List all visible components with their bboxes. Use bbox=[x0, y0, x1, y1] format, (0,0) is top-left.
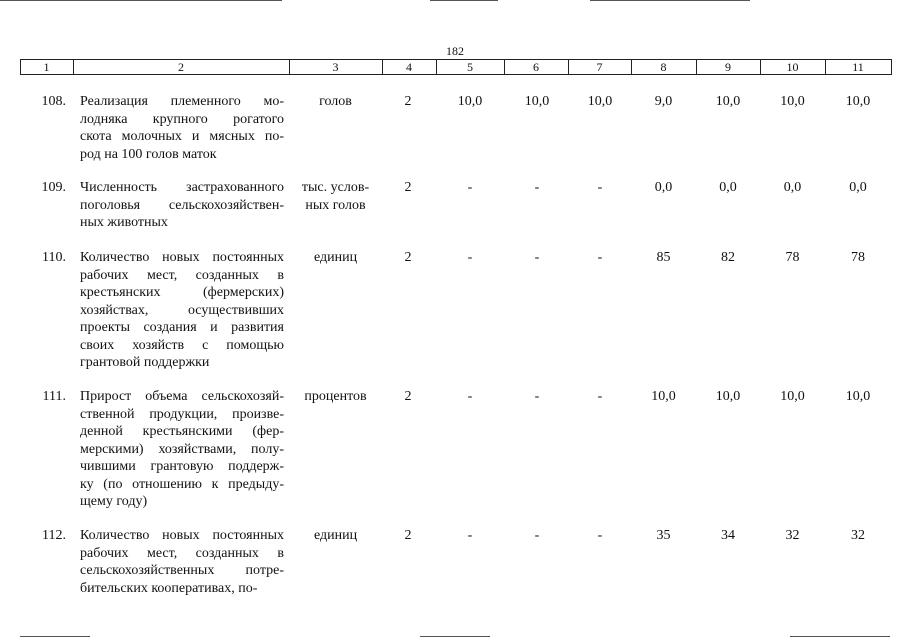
value-col-9: 82 bbox=[721, 250, 735, 265]
unit bbox=[291, 527, 380, 545]
indicator-name-line: своих хозяйств с помощью bbox=[80, 337, 284, 353]
indicator-name-line: ных животных bbox=[80, 215, 168, 230]
column-header-8: 8 bbox=[660, 60, 667, 74]
value-col-7: - bbox=[597, 180, 603, 195]
value-col-6: - bbox=[534, 180, 540, 195]
unit-line: единиц bbox=[313, 528, 358, 543]
column-header-9: 9 bbox=[725, 60, 731, 74]
indicator-name-line: Реализация племенного мо- bbox=[80, 94, 284, 109]
bottom-edge-line bbox=[20, 636, 90, 637]
unit bbox=[291, 388, 380, 406]
value-col-9: 34 bbox=[721, 528, 735, 543]
value-col-10: 10,0 bbox=[780, 94, 805, 109]
column-header-3: 3 bbox=[332, 60, 339, 74]
header-bottom-rule bbox=[20, 74, 892, 75]
row-number: 108. bbox=[41, 94, 66, 109]
indicator-name-line: Количество новых постоянных bbox=[80, 528, 284, 543]
value-col-6: - bbox=[534, 389, 540, 404]
row-number: 112. bbox=[42, 528, 66, 543]
indicator-name-line: лодняка крупного рогатого bbox=[80, 111, 284, 127]
indicator-name-line: мерскими) хозяйствами, полу- bbox=[80, 441, 284, 457]
indicator-name-line: ственной продукции, произве- bbox=[80, 406, 284, 422]
page-number: 182 bbox=[446, 44, 464, 58]
value-col-8: 10,0 bbox=[651, 389, 676, 404]
indicator-name-line: крестьянских (фермерских) bbox=[80, 285, 284, 300]
column-header-5: 5 bbox=[467, 60, 473, 74]
value-col-4: 2 bbox=[404, 389, 412, 404]
indicator-name bbox=[80, 179, 284, 232]
unit bbox=[291, 93, 380, 111]
indicator-name-line: поголовья сельскохозяйствен- bbox=[80, 197, 284, 213]
indicator-name-line: рабочих мест, созданных в bbox=[80, 545, 284, 561]
bottom-edge-line bbox=[790, 636, 890, 637]
column-header-11: 11 bbox=[852, 60, 864, 74]
indicator-name bbox=[80, 527, 284, 597]
unit-line: единиц bbox=[313, 250, 358, 265]
unit-line: тыс. услов- bbox=[301, 180, 370, 195]
value-col-9: 10,0 bbox=[715, 94, 741, 109]
unit-line: голов bbox=[319, 94, 352, 109]
value-col-7: 10,0 bbox=[587, 94, 613, 109]
value-col-7: - bbox=[597, 250, 603, 265]
row-number: 110. bbox=[42, 250, 66, 265]
indicator-name bbox=[80, 388, 284, 511]
value-col-4: 2 bbox=[404, 94, 412, 109]
header-top-rule bbox=[20, 59, 892, 60]
column-header-6: 6 bbox=[533, 60, 539, 74]
value-col-6: - bbox=[534, 250, 540, 265]
value-col-8: 9,0 bbox=[654, 94, 673, 109]
value-col-9: 10,0 bbox=[715, 389, 741, 404]
indicator-name-line: хозяйствах, осуществивших bbox=[80, 302, 284, 318]
value-col-4: 2 bbox=[404, 528, 412, 543]
indicator-name-line: Количество новых постоянных bbox=[80, 250, 284, 265]
unit bbox=[291, 179, 380, 214]
indicator-name-line: проекты создания и развития bbox=[80, 320, 284, 335]
value-col-5: 10,0 bbox=[457, 94, 483, 109]
value-col-5: - bbox=[467, 180, 473, 195]
value-col-10: 0,0 bbox=[783, 180, 802, 195]
indicator-name-line: бительских кооперативах, по- bbox=[80, 580, 258, 596]
indicator-name-line: скота молочных и мясных по- bbox=[80, 129, 284, 144]
row-number: 111. bbox=[42, 389, 66, 404]
row-number: 109. bbox=[41, 180, 66, 195]
column-header-7: 7 bbox=[596, 60, 603, 74]
value-col-8: 85 bbox=[656, 250, 671, 265]
value-col-11: 78 bbox=[851, 250, 865, 265]
value-col-7: - bbox=[597, 389, 603, 404]
column-divider bbox=[891, 60, 892, 75]
indicator-name-line: Численность застрахованного bbox=[80, 180, 284, 195]
indicator-name-line: сельскохозяйственных потре- bbox=[80, 563, 284, 578]
value-col-5: - bbox=[467, 528, 473, 543]
value-col-4: 2 bbox=[404, 180, 412, 195]
unit-line: ных голов bbox=[305, 197, 366, 213]
indicator-name bbox=[80, 93, 284, 163]
indicator-name-line: щему году) bbox=[80, 494, 148, 509]
value-col-5: - bbox=[467, 250, 473, 265]
column-header-1: 1 bbox=[43, 60, 50, 74]
value-col-10: 10,0 bbox=[780, 389, 805, 404]
value-col-6: - bbox=[534, 528, 540, 543]
value-col-11: 10,0 bbox=[845, 389, 871, 404]
bottom-edge-line bbox=[420, 636, 490, 637]
top-edge-line bbox=[0, 0, 282, 1]
value-col-8: 0,0 bbox=[654, 180, 673, 195]
value-col-11: 32 bbox=[851, 528, 865, 543]
value-col-5: - bbox=[467, 389, 473, 404]
indicator-name-line: чившими грантовую поддерж- bbox=[80, 459, 284, 474]
value-col-9: 0,0 bbox=[719, 180, 737, 195]
value-col-7: - bbox=[597, 528, 603, 543]
value-col-11: 0,0 bbox=[849, 180, 867, 195]
indicator-name-line: род на 100 голов маток bbox=[80, 146, 217, 162]
column-header-4: 4 bbox=[406, 60, 412, 74]
value-col-11: 10,0 bbox=[845, 94, 871, 109]
column-header-2: 2 bbox=[178, 60, 184, 74]
top-edge-line bbox=[590, 0, 750, 1]
value-col-10: 78 bbox=[785, 250, 800, 265]
indicator-name bbox=[80, 249, 284, 372]
value-col-10: 32 bbox=[785, 528, 800, 543]
indicator-name-line: ку (по отношению к предыду- bbox=[80, 476, 284, 492]
unit bbox=[291, 249, 380, 267]
indicator-name-line: грантовой поддержки bbox=[80, 355, 210, 370]
indicator-name-line: денной крестьянскими (фер- bbox=[80, 424, 284, 439]
indicator-name-line: рабочих мест, созданных в bbox=[80, 267, 284, 283]
top-edge-line bbox=[430, 0, 498, 1]
value-col-6: 10,0 bbox=[524, 94, 550, 109]
unit-line: процентов bbox=[304, 389, 367, 404]
indicator-name-line: Прирост объема сельскохозяй- bbox=[80, 389, 284, 404]
column-header-10: 10 bbox=[786, 60, 799, 74]
value-col-4: 2 bbox=[404, 250, 412, 265]
value-col-8: 35 bbox=[656, 528, 671, 543]
